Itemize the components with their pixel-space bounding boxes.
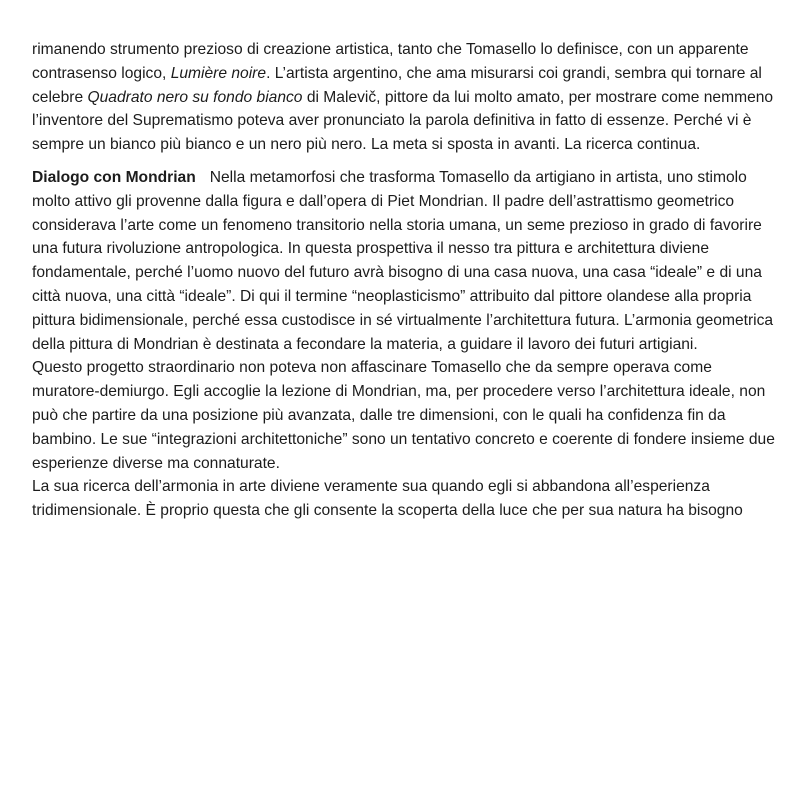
intro-text-a: rimanendo strumento prezioso di creazione artistica, tanto che Tomasello lo definisce, con un apparente contrasenso logico, [32,41,749,82]
intro-italic-title-1: Lumière noire [170,64,267,82]
intro-paragraph [32,38,782,157]
intro-text-c: di Malevič, pittore da lui molto amato, per mostrare come nemmeno l’inventore del Suprematismo poteva aver pronunciato la parola definitiva in fatto di essenze. Perché vi è sempre un bianco più bianco e un nero più nero. La meta si sposta in avanti. La ricerca continua. [32,88,774,154]
document-page [32,38,782,523]
section-paragraph-1 [32,166,782,356]
section-paragraph-3: La sua ricerca dell’armonia in arte diviene veramente sua quando egli si abbandona all’esperienza tridimensionale. È proprio questa che gli consente la scoperta della luce che per sua natura ha bisogno [32,478,743,520]
section-text-1: Nella metamorfosi che trasforma Tomasello da artigiano in artista, uno stimolo molto attivo gli provenne dalla figura e dall’opera di Piet Mondrian. Il padre dell’astrattismo geometrico considerava l’arte come un fenomeno transitorio nella storia umana, un seme prezioso in grado di favorire una futura rivoluzione antropologica. In questa prospettiva il nesso tra pittura e architettura diviene fondamentale, perché l’uomo nuovo del futuro avrà bisogno di una casa nuova, una casa “ideale” e di una città nuova, una città “ideale”. Di qui il termine “neoplasticismo” attribuito dal pittore olandese alla propria pittura bidimensionale, perché essa custodisce in sé virtualmente l’architettura futura. L’armonia geometrica della pittura di Mondrian è destinata a fecondare la materia, a guidare il lavoro dei futuri artigiani. [32,168,774,353]
section-paragraph-2: Questo progetto straordinario non poteva non affascinare Tomasello che da sempre operava come muratore-demiurgo. Egli accoglie la lezione di Mondrian, ma, per procedere verso l’architettura ideale, non può che partire da una posizione più avanzata, dalle tre dimensioni, con le quali ha confidenza fin da bambino. Le sue “integrazioni architettoniche” sono un tentativo concreto e coerente di fondere insieme due esperienze diverse ma connaturate. [32,359,775,472]
intro-text-b: . L’artista argentino, che ama misurarsi coi grandi, sembra qui tornare al celebre [32,64,762,106]
intro-italic-title-2: Quadrato nero su fondo bianco [87,88,303,106]
section-heading: Dialogo con Mondrian [32,168,196,186]
